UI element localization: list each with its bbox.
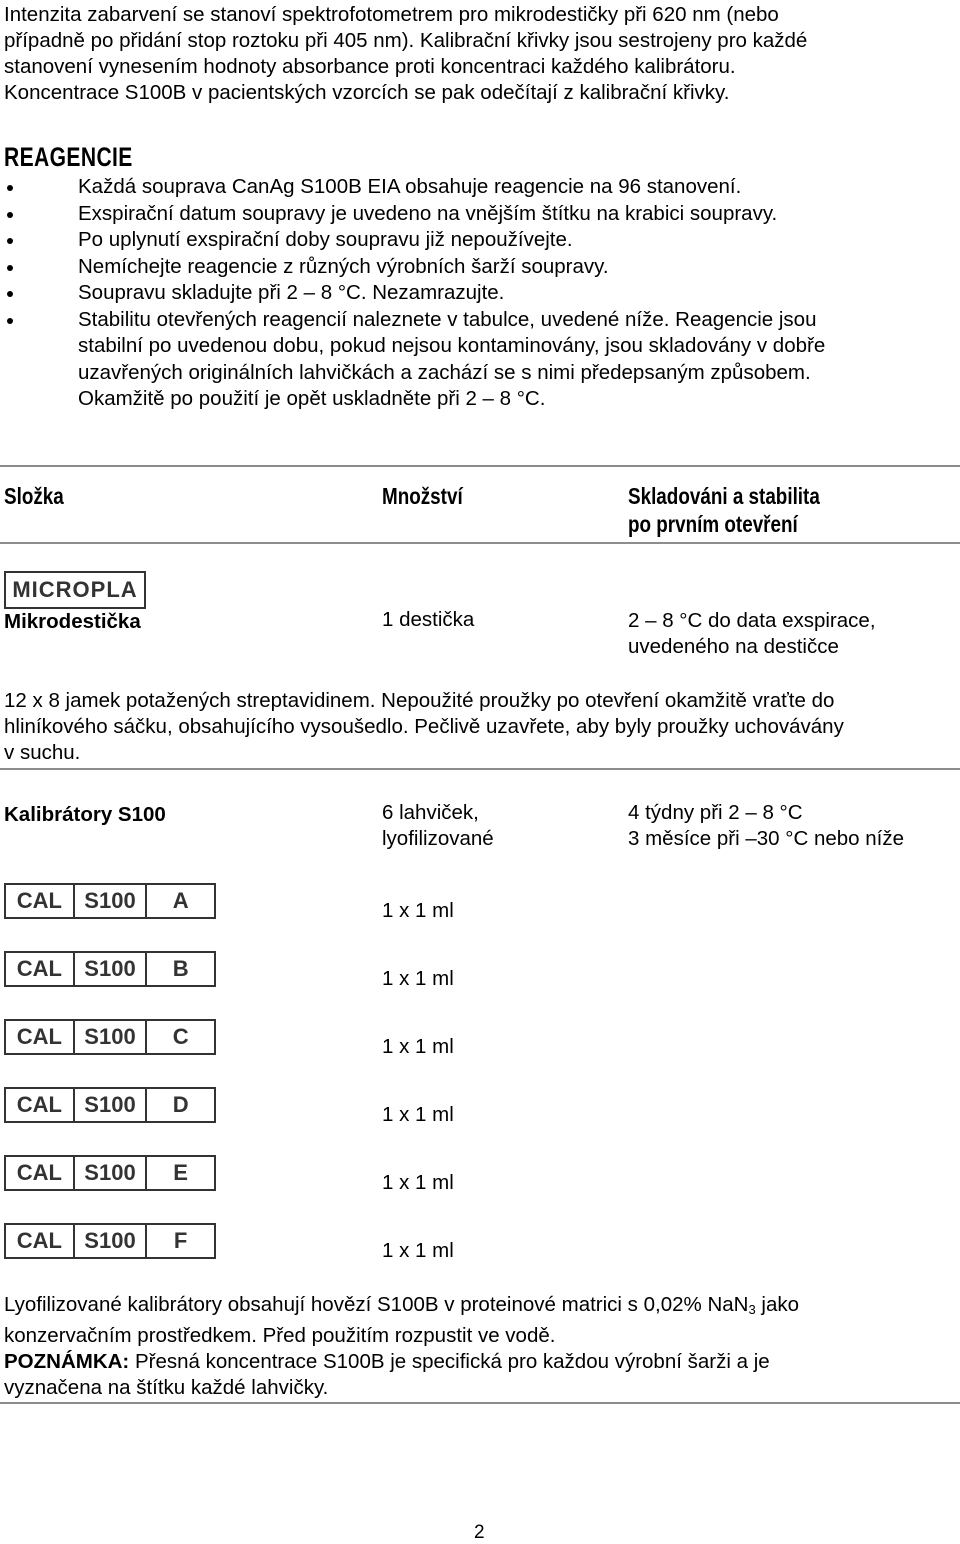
- reagent-bullet: Exspirační datum soupravy je uvedeno na vnějším štítku na krabici soupravy.: [0, 201, 960, 228]
- reagents-heading: REAGENCIE: [4, 142, 133, 172]
- header-storage-line: po prvním otevření: [628, 511, 798, 537]
- calibrators-storage: [628, 800, 904, 852]
- stability-line: Stabilitu otevřených reagencií naleznete v tabulce, uvedené níže. Reagencie jsou: [78, 307, 817, 331]
- s100-label-cell: S100: [75, 953, 148, 985]
- reagent-bullet: Soupravu skladujte při 2 – 8 °C. Nezamrazujte.: [0, 280, 960, 307]
- microplate-bottom-rule: [0, 768, 960, 770]
- reagent-bullet: Každá souprava CanAg S100B EIA obsahuje reagencie na 96 stanovení.: [0, 174, 960, 201]
- header-storage-line: Skladováni a stabilita: [628, 483, 820, 509]
- microplate-note: [4, 688, 844, 766]
- s100-label-cell: S100: [75, 885, 148, 917]
- calibrator-label-e: [4, 1155, 216, 1191]
- table-top-rule: [0, 465, 960, 467]
- header-quantity: Množství: [382, 483, 463, 509]
- level-label-cell: F: [173, 1228, 188, 1253]
- remark-line: vyznačena na štítku každé lahvičky.: [4, 1376, 329, 1399]
- microplate-name: Mikrodestička: [4, 610, 141, 633]
- note-text: jako: [755, 1293, 800, 1316]
- calibrators-note: [4, 1292, 799, 1401]
- stability-line: Okamžitě po použití je opět uskladněte při 2 – 8 °C.: [78, 387, 546, 410]
- reagent-bullet: Nemíchejte reagencie z různých výrobních šarží soupravy.: [0, 254, 960, 281]
- remark-text: Přesná koncentrace S100B je specifická pro každou výrobní šarži a je: [129, 1350, 770, 1373]
- page-number: 2: [474, 1522, 485, 1543]
- calibrator-label-c: [4, 1019, 216, 1055]
- calibrator-qty-e: 1 x 1 ml: [382, 1171, 454, 1194]
- calibrator-qty-f: 1 x 1 ml: [382, 1239, 454, 1262]
- level-label-cell: C: [172, 1024, 189, 1049]
- cal-label-cell: CAL: [6, 1089, 75, 1121]
- microplate-note-line: v suchu.: [4, 741, 81, 764]
- level-label-cell: B: [172, 956, 189, 981]
- calibrator-label-b: [4, 951, 216, 987]
- level-label-cell: D: [172, 1092, 189, 1117]
- stability-line: stabilní po uvedenou dobu, pokud nejsou kontaminovány, jsou skladovány v dobře: [78, 334, 826, 357]
- calibrator-label-f: [4, 1223, 216, 1259]
- calibrators-storage-line: 3 měsíce při –30 °C nebo níže: [628, 827, 904, 850]
- microplate-label-text: MICROPLA: [12, 577, 138, 602]
- intro-line: stanovení vynesením hodnoty absorbance proti koncentraci každého kalibrátoru.: [4, 55, 736, 78]
- calibrators-quantity: [382, 800, 494, 852]
- cal-label-cell: CAL: [6, 1225, 75, 1257]
- calibrator-label-a: [4, 883, 216, 919]
- reagent-bullet: Po uplynutí exspirační doby soupravu již nepoužívejte.: [0, 227, 960, 254]
- note-subscript: 3: [748, 1302, 756, 1317]
- calibrator-label-d: [4, 1087, 216, 1123]
- calibrator-qty-a: 1 x 1 ml: [382, 899, 454, 922]
- reagent-bullet-stability: [0, 307, 960, 413]
- microplate-storage-line: uvedeného na destičce: [628, 635, 839, 658]
- s100-label-cell: S100: [75, 1021, 148, 1053]
- remark-line: [4, 1349, 799, 1375]
- microplate-quantity: 1 destička: [382, 608, 475, 631]
- microplate-storage: [628, 608, 876, 660]
- calibrators-quantity-line: 6 lahviček,: [382, 801, 479, 824]
- microplate-label-symbol: [4, 571, 146, 609]
- stability-line: uzavřených originálních lahvičkách a zachází se s nimi předepsaným způsobem.: [78, 360, 811, 384]
- calibrator-qty-c: 1 x 1 ml: [382, 1035, 454, 1058]
- calibrators-storage-line: 4 týdny při 2 – 8 °C: [628, 801, 803, 824]
- cal-label-cell: CAL: [6, 1157, 75, 1189]
- header-storage: [628, 482, 820, 538]
- level-label-cell: A: [172, 888, 189, 913]
- calibrators-bottom-rule: [0, 1402, 960, 1404]
- s100-label-cell: S100: [75, 1225, 148, 1257]
- microplate-note-line: 12 x 8 jamek potažených streptavidinem. Nepoužité proužky po otevření okamžitě vraťte do: [4, 689, 835, 712]
- calibrators-note-line: konzervačním prostředkem. Před použitím rozpustit ve vodě.: [4, 1324, 556, 1347]
- header-component: Složka: [4, 483, 64, 509]
- s100-label-cell: S100: [75, 1157, 148, 1189]
- reagents-list: [0, 174, 960, 413]
- s100-label-cell: S100: [75, 1089, 148, 1121]
- microplate-storage-line: 2 – 8 °C do data exspirace,: [628, 609, 876, 632]
- calibrator-qty-d: 1 x 1 ml: [382, 1103, 454, 1126]
- intro-line: Intenzita zabarvení se stanoví spektrofotometrem pro mikrodestičky při 620 nm (nebo: [4, 3, 779, 26]
- intro-line: Koncentrace S100B v pacientských vzorcích se pak odečítají z kalibrační křivky.: [4, 81, 730, 104]
- calibrators-quantity-line: lyofilizované: [382, 827, 494, 850]
- cal-label-cell: CAL: [6, 885, 75, 917]
- cal-label-cell: CAL: [6, 953, 75, 985]
- note-text: Lyofilizované kalibrátory obsahují hovězí S100B v proteinové matrici s 0,02% NaN: [4, 1293, 749, 1316]
- calibrator-qty-b: 1 x 1 ml: [382, 967, 454, 990]
- microplate-note-line: hliníkového sáčku, obsahujícího vysoušedlo. Pečlivě uzavřete, aby byly proužky uchovávány: [4, 715, 844, 738]
- intro-paragraph: [4, 2, 807, 106]
- calibrators-name: Kalibrátory S100: [4, 803, 166, 826]
- header-bottom-rule: [0, 542, 960, 544]
- calibrators-note-line: [4, 1292, 799, 1323]
- intro-line: případně po přidání stop roztoku při 405 nm). Kalibrační křivky jsou sestrojeny pro každé: [4, 29, 808, 52]
- level-label-cell: E: [173, 1160, 188, 1185]
- cal-label-cell: CAL: [6, 1021, 75, 1053]
- remark-label: POZNÁMKA:: [4, 1350, 130, 1373]
